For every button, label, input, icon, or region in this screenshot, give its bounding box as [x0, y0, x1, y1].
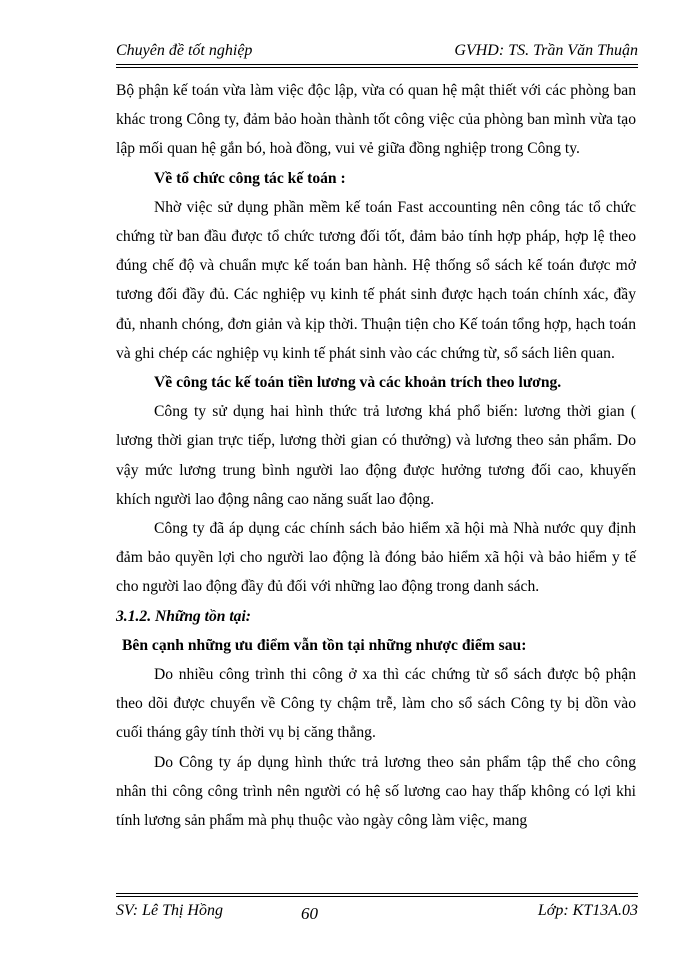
heading-salary-accounting: Về công tác kế toán tiền lương và các khoản trích theo lương.	[154, 374, 562, 392]
paragraph-late-documents: Do nhiều công trình thi công ở xa thì các chứng từ sổ sách được bộ phận theo dõi được chuyển về Công ty chậm trễ, làm cho sổ sách Công ty bị dồn vào cuối tháng gây tính thời vụ bị căng thẳng.	[116, 666, 636, 742]
paragraph-salary-forms: Công ty sử dụng hai hình thức trả lương khá phổ biến: lương thời gian ( lương thời gian trực tiếp, lương thời gian có thưởng) và lương theo sản phẩm. Do vậy mức lương trung bình người lao động được hưởng tương đối cao, khuyến khích người lao động nâng cao năng suất lao động.	[116, 403, 636, 508]
heading-accounting-organization: Về tổ chức công tác kế toán :	[154, 169, 346, 187]
paragraph-fast-accounting: Nhờ việc sử dụng phần mềm kế toán Fast accounting nên công tác tổ chức chứng từ ban đầu được tổ chức tương đối tốt, đảm bảo tính hợp pháp, hợp lệ theo đúng chế độ và chuẩn mực kế toán ban hành. Hệ thống sổ sách kế toán được mở tương đối đầy đủ. Các nghiệp vụ kinh tế phát sinh được hạch toán chính xác, đầy đủ, nhanh chóng, đơn giản và kịp thời. Thuận tiện cho Kế toán tổng hợp, hạch toán và ghi chép các nghiệp vụ kinh tế phát sinh vào các chứng từ, sổ sách liên quan.	[116, 198, 636, 362]
page-footer	[116, 900, 638, 926]
footer-rule-secondary	[116, 896, 638, 897]
footer-class: Lớp: KT13A.03	[537, 902, 638, 919]
page-number: 60	[301, 904, 318, 923]
paragraph-collective-wage: Do Công ty áp dụng hình thức trả lương theo sản phẩm tập thể cho công nhân thi công công trình nên người có hệ số lương cao hay thấp không có lợi khi tính lương sản phẩm mà phụ thuộc vào ngày công làm việc, mang	[116, 753, 636, 830]
footer-student-name: SV: Lê Thị Hồng	[116, 902, 223, 919]
header-supervisor: GVHD: TS. Trần Văn Thuận	[454, 42, 638, 59]
header-document-title: Chuyên đề tốt nghiệp	[116, 42, 253, 59]
header-rule-secondary	[116, 67, 638, 68]
page-body	[116, 76, 636, 835]
heading-weaknesses-intro: Bên cạnh những ưu điểm vẫn tồn tại những nhược điểm sau:	[122, 636, 527, 654]
paragraph-social-insurance: Công ty đã áp dụng các chính sách bảo hiểm xã hội mà Nhà nước quy định đảm bảo quyền lợi cho người lao động là đóng bảo hiểm xã hội và bảo hiểm y tế cho người lao động đầy đủ đối với những lao động trong danh sách.	[116, 520, 636, 596]
footer-rule	[116, 893, 638, 894]
section-heading-shortcomings: 3.1.2. Những tồn tại:	[116, 607, 251, 625]
paragraph-accounting-department: Bộ phận kế toán vừa làm việc độc lập, vừa có quan hệ mật thiết với các phòng ban khác trong Công ty, đảm bảo hoàn thành tốt công việc của phòng ban mình vừa tạo lập mối quan hệ gắn bó, hoà đồng, vui vẻ giữa đồng nghiệp trong Công ty.	[116, 82, 636, 158]
header-rule	[116, 64, 638, 65]
